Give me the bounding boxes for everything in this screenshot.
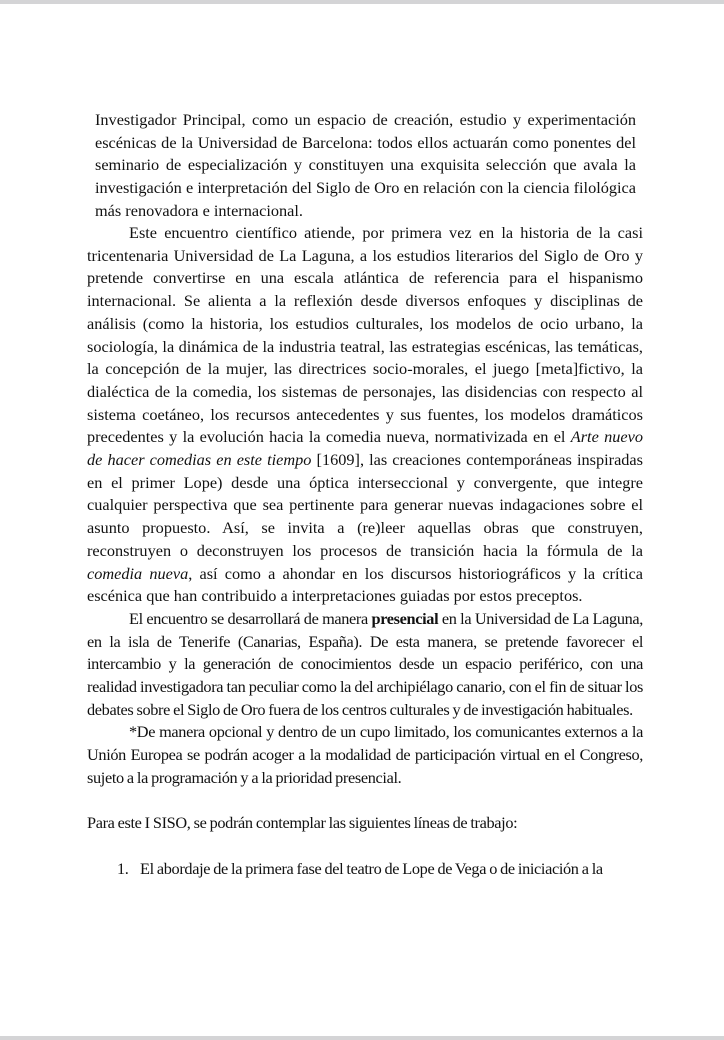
list-item-text: El abordaje de la primera fase del teatro de Lope de Vega o de iniciación a la [140, 858, 603, 878]
blank-line [87, 790, 643, 813]
term-comedia-nueva: comedia nueva [87, 563, 189, 583]
paragraph-venue-text-b: en la Universidad de La Laguna, en la isla de Tenerife (Canarias, España). De esta manera, se pretende favorecer el intercambio y la generación de conocimientos desde un espacio periférico, con una realidad investigadora tan peculiar como la del archipiélago canario, con el fin de situar los debates sobre el Siglo de Oro fuera de los centros culturales y de investigación habituales. [87, 608, 643, 719]
term-presencial: presencial [371, 608, 439, 628]
paragraph-venue [87, 608, 643, 722]
paragraph-virtual-participation: *De manera opcional y dentro de un cupo limitado, los comunicantes externos a la Unión Europea se podrán acoger a la modalidad de participación virtual en el Congreso, sujeto a la programación y a la prioridad presencial. [87, 722, 643, 787]
intro-block-paragraph: Investigador Principal, como un espacio de creación, estudio y experimentación escénicas de la Universidad de Barcelona: todos ellos actuarán como ponentes del seminario de especialización y constituyen una exquisita selección que avala la investigación e interpretación del Siglo de Oro en relación con la ciencia filológica más renovadora e internacional. [95, 110, 636, 220]
lines-of-work-list [87, 858, 643, 881]
list-item-number: 1. [117, 858, 129, 878]
document-page [0, 4, 724, 1036]
paragraph-scope-text-c: , así como a ahondar en los discursos historiográficos y la crítica escénica que han contribuido a interpretaciones guiadas por estos preceptos. [87, 563, 643, 606]
paragraph-venue-text-a: El encuentro se desarrollará de manera [129, 608, 372, 628]
viewer-bottom-border [0, 1036, 724, 1040]
book-title-arte-nuevo: Arte nuevo de hacer comedias en este tiempo [87, 427, 643, 470]
paragraph-scope-text-b: [1609], las creaciones contemporáneas inspiradas en el primer Lope) desde una óptica interseccional y convergente, que integre cualquier perspectiva que sea pertinente para generar nuevas indagaciones sobre el asunto propuesto. Así, se invita a (re)leer aquellas obras que construyen, reconstruyen o deconstruyen los procesos de transición hacia la fórmula de la [87, 450, 643, 560]
list-item [87, 858, 643, 881]
paragraph-scope [87, 222, 643, 608]
document-body [87, 222, 643, 880]
lines-of-work-intro: Para este I SISO, se podrán contemplar las siguientes líneas de trabajo: [87, 813, 518, 833]
paragraph-scope-text-a: Este encuentro científico atiende, por primera vez en la historia de la casi tricentenaria Universidad de La Laguna, a los estudios literarios del Siglo de Oro y pretende convertirse en una escala atlántica de referencia para el hispanismo internacional. Se alienta a la reflexión desde diversos enfoques y disciplinas de análisis (como la historia, los estudios culturales, los modelos de ocio urbano, la sociología, la dinámica de la industria teatral, las estrategias escénicas, las temáticas, la concepción de la mujer, las directrices socio-morales, el juego [meta]fictivo, la dialéctica de la comedia, los sistemas de personajes, las disidencias con respecto al sistema coetáneo, los recursos antecedentes y sus fuentes, los modelos dramáticos precedentes y la evolución hacia la comedia nueva, normativizada en el [87, 223, 643, 447]
blank-line [87, 835, 643, 858]
